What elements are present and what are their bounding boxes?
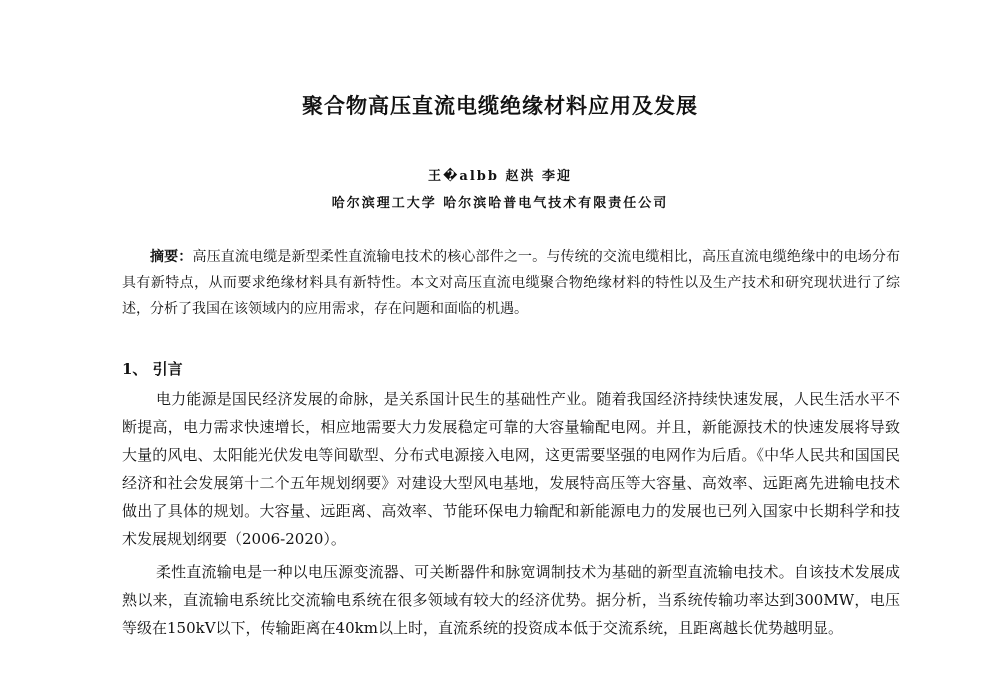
abstract-paragraph — [122, 244, 900, 322]
abstract-block — [122, 244, 900, 322]
paper-title: 聚合物高压直流电缆绝缘材料应用及发展 — [302, 94, 698, 118]
body-paragraph-1: 电力能源是国民经济发展的命脉，是关系国计民生的基础性产业。随着我国经济持续快速发展，人民生活水平不断提高，电力需求快速增长，相应地需要大力发展稳定可靠的大容量输配电网。并且，新能源技术的快速发展将导致大量的风电、太阳能光伏发电等间歇型、分布式电源接入电网，这更需要坚强的电网作为后盾。《中华人民共和国国民经济和社会发展第十二个五年规划纲要》对建设大型风电基地，发展特高压等大容量、高效率、远距离先进输电技术做出了具体的规划。大容量、远距离、高效率、节能环保电力输配和新能源电力的发展也已列入国家中长期科学和技术发展规划纲要（2006-2020）。 — [122, 390, 900, 548]
paper-affiliation: 哈尔滨理工大学 哈尔滨哈普电气技术有限责任公司 — [331, 196, 669, 211]
abstract-text: 高压直流电缆是新型柔性直流输电技术的核心部件之一。与传统的交流电缆相比，高压直流电缆绝缘中的电场分布具有新特点，从而要求绝缘材料具有新特性。本文对高压直流电缆聚合物绝缘材料的特性以及生产技术和研究现状进行了综述，分析了我国在该领域内的应用需求，存在问题和面临的机遇。 — [122, 249, 901, 317]
section-heading-introduction: 1、 引言 — [122, 360, 183, 378]
section-body — [122, 385, 900, 647]
abstract-label: 摘要： — [150, 249, 193, 265]
body-paragraph-2: 柔性直流输电是一种以电压源变流器、可关断器件和脉宽调制技术为基础的新型直流输电技术。自该技术发展成熟以来，直流输电系统比交流输电系统在很多领域有较大的经济优势。据分析，当系统传输功率达到300MW，电压等级在150kV以下，传输距离在40km以上时，直流系统的投资成本低于交流系统，且距离越长优势越明显。 — [122, 563, 900, 637]
paper-authors: 王�albb 赵洪 李迎 — [427, 169, 573, 184]
